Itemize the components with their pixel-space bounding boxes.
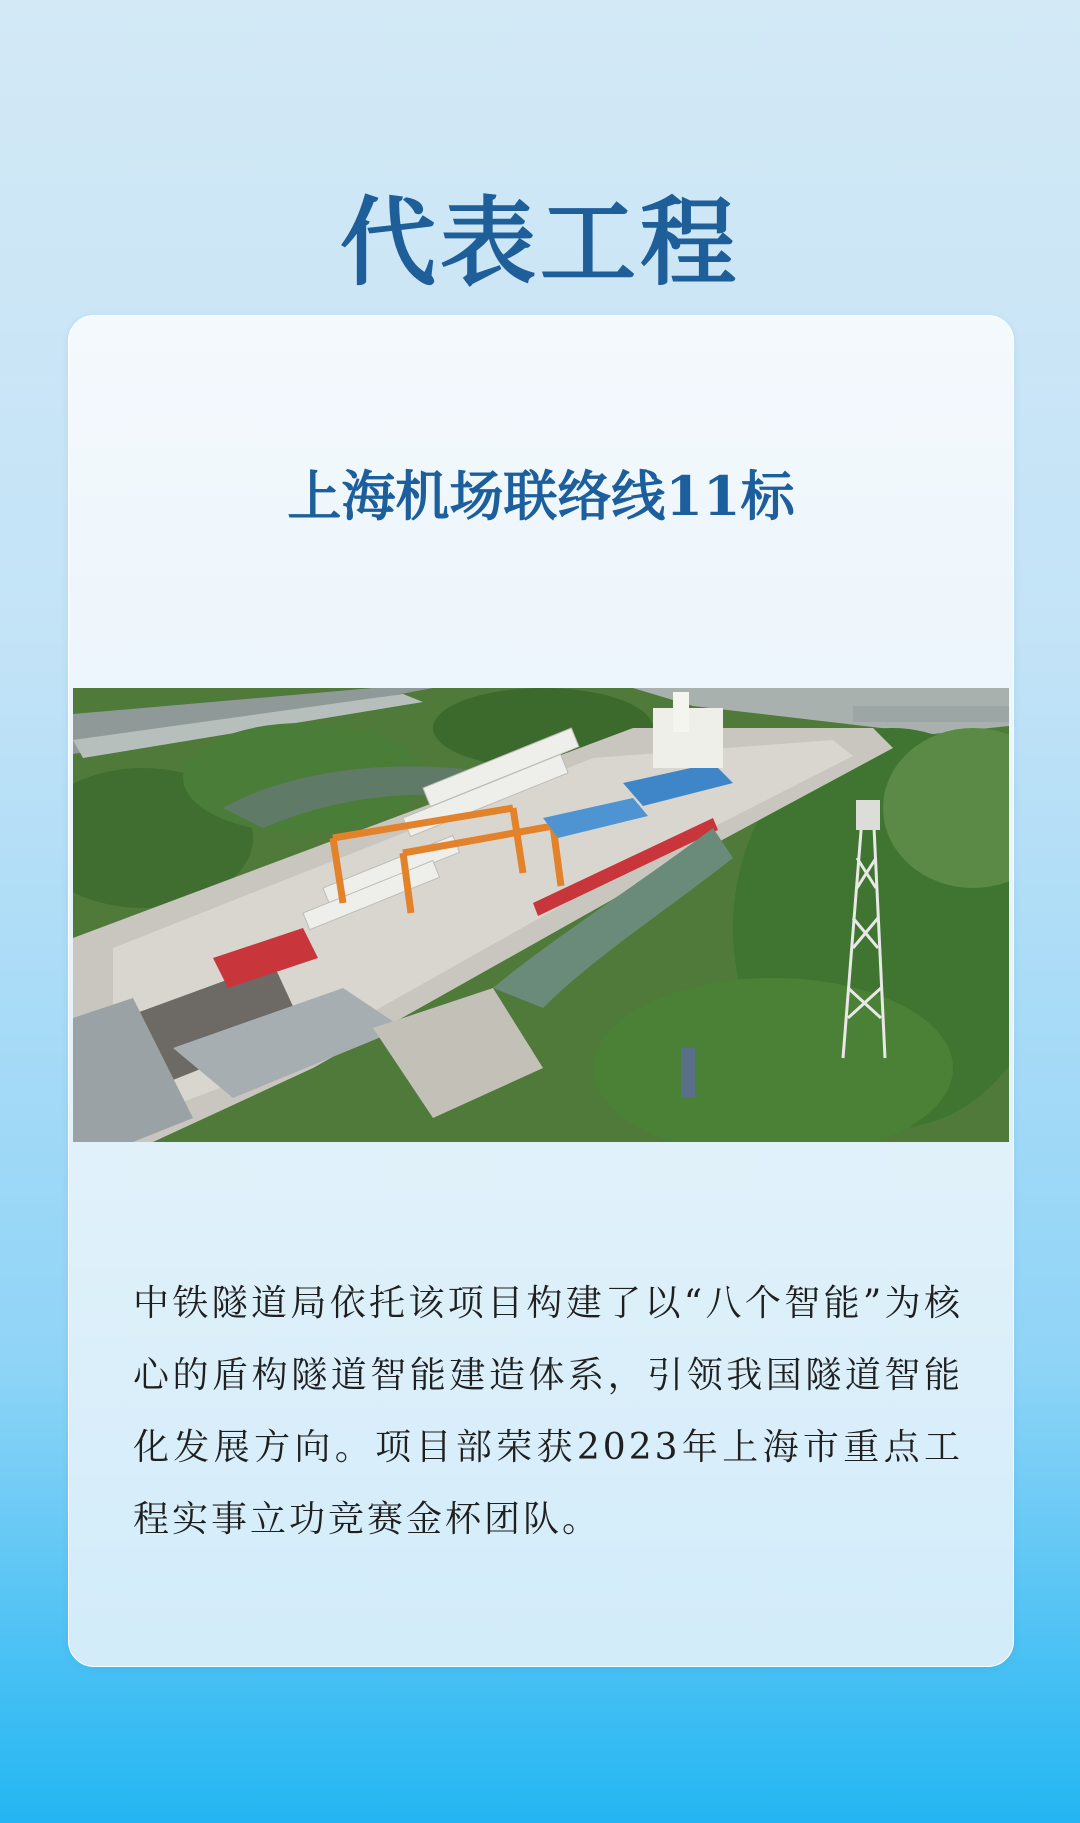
project-title: 上海机场联络线11标 <box>287 463 795 528</box>
project-description: 中铁隧道局依托该项目构建了以“八个智能”为核心的盾构隧道智能建造体系，引领我国隧道智能化发展方向。项目部荣获2023年上海市重点工程实事立功竞赛金杯团队。 <box>133 1283 963 1540</box>
construction-site-photo <box>73 688 1009 1142</box>
project-card <box>68 315 1014 1667</box>
page-title: 代表工程 <box>340 186 740 300</box>
